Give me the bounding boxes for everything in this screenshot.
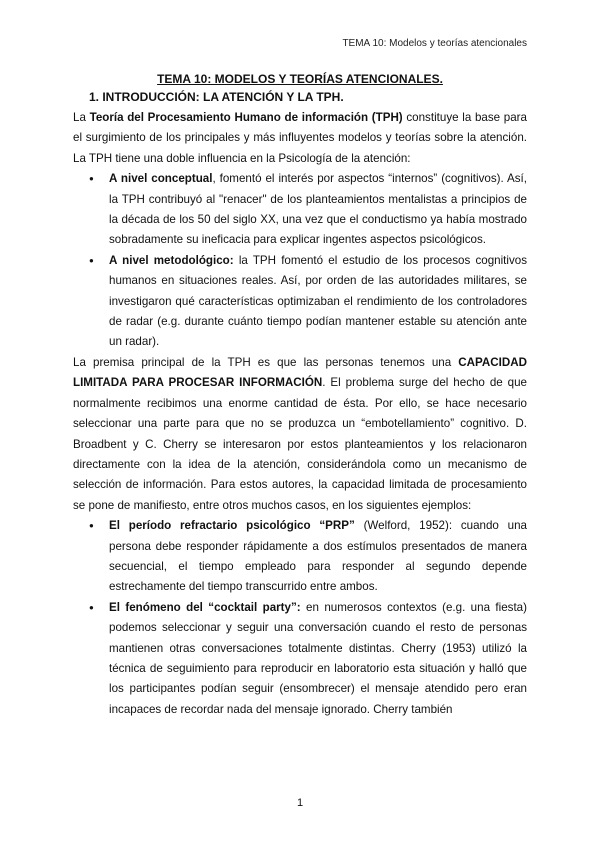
- page-number: 1: [296, 797, 304, 809]
- premise-bold-term: CAPACIDAD LIMITADA PARA PROCESAR INFORMACIÓN: [73, 355, 527, 390]
- premise-text-1: La premisa principal de la TPH es que las personas tenemos una: [73, 355, 459, 369]
- list-item-text: en numerosos contextos (e.g. una fiesta) podemos seleccionar y seguir una conversación cuando el resto de personas mantienen otras conversaciones totalmente distintas. Cherry (1953) utilizó la técnica de seguimiento para reproducir en laboratorio esta situación y halló que los participantes podían seguir (ensombrecer) el mensaje atendido pero eran incapaces de recordar nada del mensaje ignorado. Cherry también: [109, 600, 527, 716]
- list-item-bold: A nivel metodológico:: [109, 253, 234, 267]
- premise-text-2: . El problema surge del hecho de que normalmente recibimos una enorme cantidad de ésta. Por ello, se hace necesario seleccionar una parte para que no se produzca un “embotellamiento” cognitivo. D. Broadbent y C. Cherry se interesaron por estos planteamientos y los relacionaron directamente con la idea de la atención, considerándola como un mecanismo de selección de información. Para estos autores, la capacidad limitada de procesamiento se pone de manifiesto, entre otros muchos casos, en los siguientes ejemplos:: [73, 376, 527, 512]
- list-item: [109, 169, 527, 251]
- premise-paragraph: [73, 353, 527, 516]
- list-item: [109, 598, 527, 720]
- running-header: TEMA 10: Modelos y teorías atencionales: [342, 38, 527, 49]
- examples-list: [73, 516, 527, 720]
- intro-text-1: La: [73, 111, 90, 124]
- intro-paragraph: [73, 108, 527, 169]
- document-title: TEMA 10: MODELOS Y TEORÍAS ATENCIONALES.: [157, 72, 443, 86]
- list-item: [109, 516, 527, 598]
- intro-bold-term: Teoría del Procesamiento Humano de información (TPH): [89, 111, 403, 124]
- list-item-bold: A nivel conceptual: [109, 172, 213, 186]
- page-content: [73, 70, 527, 720]
- list-item-text: (Welford, 1952): cuando una persona debe responder rápidamente a dos estímulos presentados de manera secuencial, el tiempo empleado para responder al segundo depende estrechamente del tiempo transcurrido entre ambos.: [109, 519, 527, 594]
- list-item-bold: El período refractario psicológico “PRP”: [109, 519, 355, 533]
- list-item-text: la TPH fomentó el estudio de los procesos cognitivos humanos en situaciones reales. Así, por orden de las autoridades militares, se investigaron qué características optimizaban el rendimiento de los controladores de radar (e.g. durante cuánto tiempo podían mantener estable su atención ante un radar).: [109, 253, 528, 349]
- intro-text-2: constituye la base para el surgimiento de los principales y más influyentes modelos y teorías sobre la atención. La TPH tiene una doble influencia en la Psicología de la atención:: [73, 111, 527, 165]
- list-item: [109, 251, 527, 353]
- list-item-text: , fomentó el interés por aspectos “internos” (cognitivos). Así, la TPH contribuyó al "renacer" de los planteamientos mentalistas a principios de la década de los 50 del siglo XX, una vez que el conductismo ya había mostrado sobradamente su ineficacia para explicar ingentes aspectos psicológicos.: [109, 172, 527, 247]
- influences-list: [73, 169, 527, 353]
- list-item-bold: El fenómeno del “cocktail party”:: [109, 600, 301, 614]
- section-heading: 1. INTRODUCCIÓN: LA ATENCIÓN Y LA TPH.: [89, 90, 344, 104]
